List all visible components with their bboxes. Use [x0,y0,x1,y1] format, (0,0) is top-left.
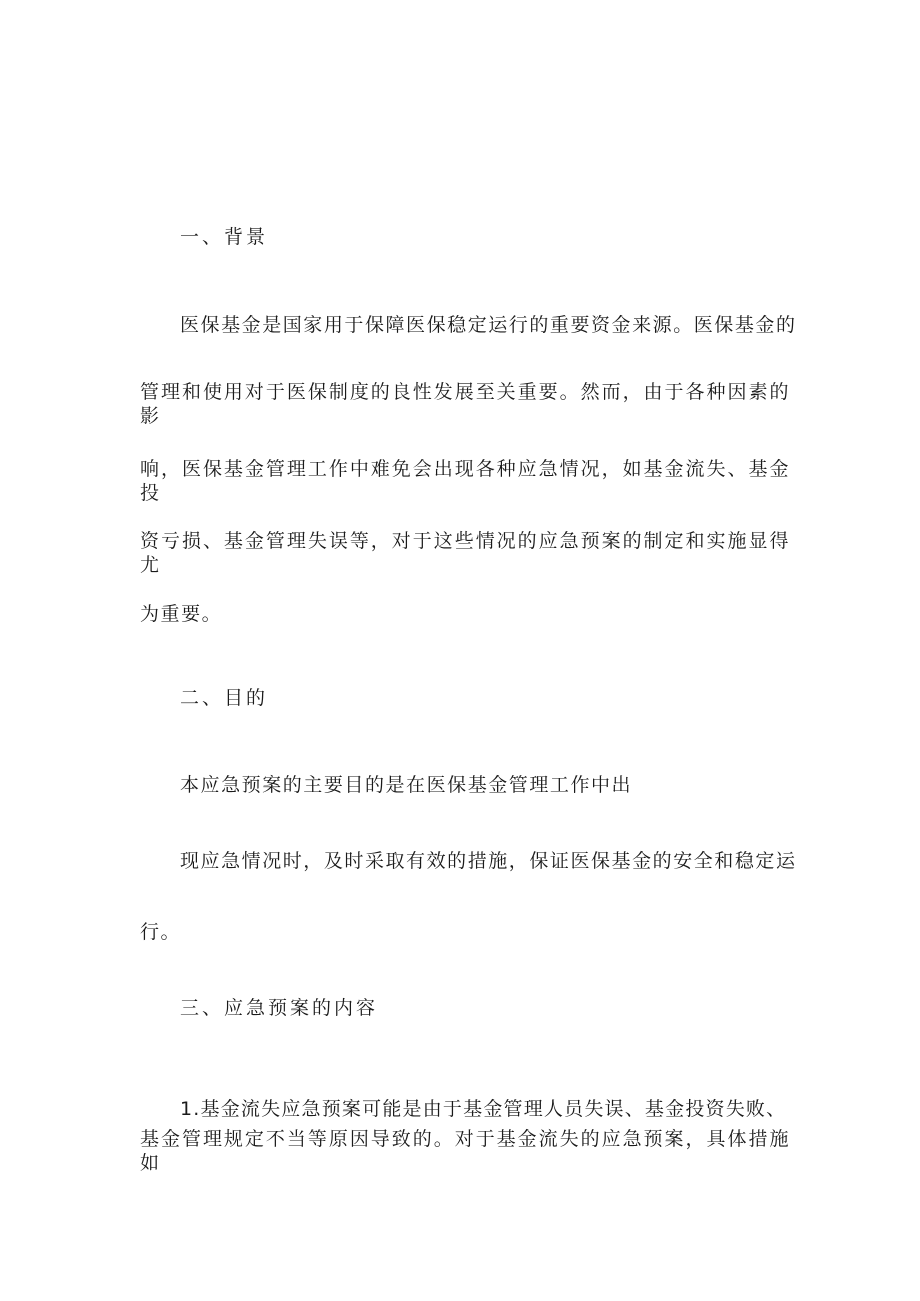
paragraph-line: 现应急情况时，及时采取有效的措施，保证医保基金的安全和稳定运 [180,850,797,872]
section-heading-content: 三、应急预案的内容 [180,997,379,1019]
section-heading-purpose: 二、目的 [180,687,269,709]
paragraph-line: 资亏损、基金管理失误等，对于这些情况的应急预案的制定和实施显得尤 [140,530,790,576]
paragraph-line: 响，医保基金管理工作中难免会出现各种应急情况，如基金流失、基金投 [140,458,790,504]
paragraph-line: 管理和使用对于医保制度的良性发展至关重要。然而，由于各种因素的影 [140,381,790,427]
paragraph-line: 基金管理规定不当等原因导致的。对于基金流失的应急预案，具体措施如 [140,1128,790,1174]
paragraph-line: 1.基金流失应急预案可能是由于基金管理人员失误、基金投资失败、 [180,1098,787,1120]
paragraph-line: 为重要。 [140,603,223,625]
section-heading-background: 一、背景 [180,226,269,248]
paragraph-line: 本应急预案的主要目的是在医保基金管理工作中出 [180,774,633,796]
paragraph-line: 医保基金是国家用于保障医保稳定运行的重要资金来源。医保基金的 [180,314,797,336]
paragraph-line: 行。 [140,921,182,943]
